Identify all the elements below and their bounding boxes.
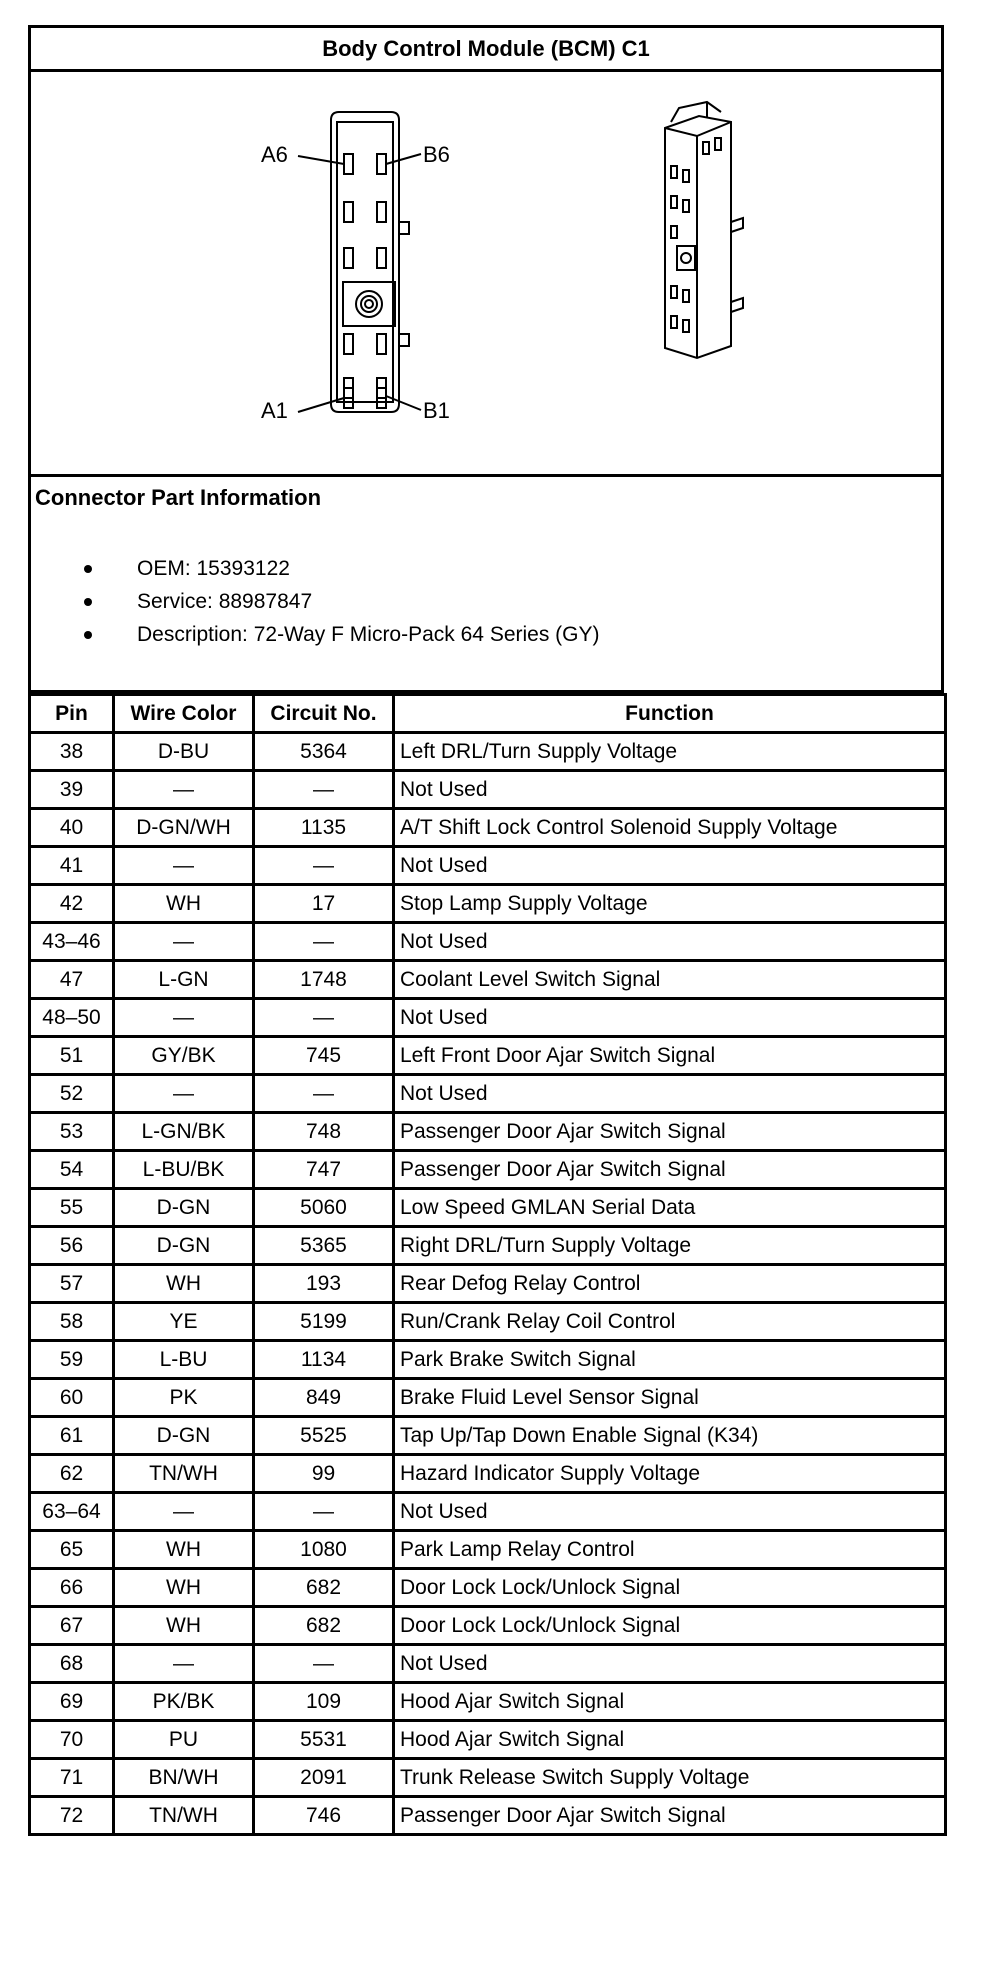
- cavity-a3: [344, 334, 353, 354]
- pin-cell: 68: [30, 1645, 114, 1683]
- pin-cell: 38: [30, 733, 114, 771]
- pin-cell: 39: [30, 771, 114, 809]
- info-item-service: [31, 585, 600, 618]
- info-item-text: Description: 72-Way F Micro-Pack 64 Series (GY): [137, 623, 600, 646]
- table-row: [30, 1417, 946, 1455]
- function-cell: Run/Crank Relay Coil Control: [394, 1303, 946, 1341]
- function-cell: Low Speed GMLAN Serial Data: [394, 1189, 946, 1227]
- circuit-no-cell: 5365: [254, 1227, 394, 1265]
- circuit-no-cell: —: [254, 1645, 394, 1683]
- wire-color-cell: TN/WH: [114, 1797, 254, 1835]
- function-cell: Not Used: [394, 771, 946, 809]
- connector-face-outline: [331, 112, 399, 412]
- table-row: [30, 1797, 946, 1835]
- connector-part-info: [31, 477, 941, 693]
- function-cell: Right DRL/Turn Supply Voltage: [394, 1227, 946, 1265]
- table-row: [30, 1303, 946, 1341]
- pin-cell: 53: [30, 1113, 114, 1151]
- bullet-icon: [84, 565, 92, 573]
- table-row: [30, 1721, 946, 1759]
- pin-cell: 48–50: [30, 999, 114, 1037]
- connector-isometric-view: [665, 102, 743, 358]
- function-cell: Trunk Release Switch Supply Voltage: [394, 1759, 946, 1797]
- pin-cell: 58: [30, 1303, 114, 1341]
- table-row: [30, 1683, 946, 1721]
- table-row: [30, 771, 946, 809]
- wire-color-cell: WH: [114, 1531, 254, 1569]
- function-cell: Not Used: [394, 1645, 946, 1683]
- function-cell: Left DRL/Turn Supply Voltage: [394, 733, 946, 771]
- table-row: [30, 999, 946, 1037]
- table-row: [30, 1189, 946, 1227]
- header-circuit-no: Circuit No.: [254, 695, 394, 733]
- wire-color-cell: —: [114, 847, 254, 885]
- wire-color-cell: WH: [114, 1607, 254, 1645]
- connector-document: [28, 25, 944, 1836]
- info-item-description: [31, 618, 600, 651]
- cavity-a5: [344, 202, 353, 222]
- table-row: [30, 1569, 946, 1607]
- bullet-icon: [84, 598, 92, 606]
- circuit-no-cell: 5060: [254, 1189, 394, 1227]
- pin-cell: 62: [30, 1455, 114, 1493]
- document-title: Body Control Module (BCM) C1: [31, 28, 941, 72]
- pin-cell: 70: [30, 1721, 114, 1759]
- circuit-no-cell: 99: [254, 1455, 394, 1493]
- connector-latch-lower: [399, 334, 409, 346]
- info-item-text: OEM: 15393122: [137, 557, 290, 580]
- table-row: [30, 1113, 946, 1151]
- table-row: [30, 1455, 946, 1493]
- function-cell: Tap Up/Tap Down Enable Signal (K34): [394, 1417, 946, 1455]
- wire-color-cell: D-BU: [114, 733, 254, 771]
- connector-part-info-heading: Connector Part Information: [35, 485, 322, 510]
- table-row: [30, 1265, 946, 1303]
- function-cell: Passenger Door Ajar Switch Signal: [394, 1151, 946, 1189]
- pin-cell: 72: [30, 1797, 114, 1835]
- table-row: [30, 1531, 946, 1569]
- function-cell: Passenger Door Ajar Switch Signal: [394, 1797, 946, 1835]
- pin-cell: 40: [30, 809, 114, 847]
- pin-label-b6: B6: [423, 142, 450, 167]
- leader-b6: [386, 154, 421, 164]
- function-cell: Not Used: [394, 923, 946, 961]
- document-frame: [28, 25, 944, 693]
- function-cell: Not Used: [394, 1075, 946, 1113]
- pin-cell: 42: [30, 885, 114, 923]
- table-row: [30, 885, 946, 923]
- cavity-a4: [344, 248, 353, 268]
- wire-color-cell: GY/BK: [114, 1037, 254, 1075]
- circuit-no-cell: 1748: [254, 961, 394, 999]
- pin-table-body: [30, 733, 946, 1835]
- header-wire-color: Wire Color: [114, 695, 254, 733]
- circuit-no-cell: —: [254, 1493, 394, 1531]
- pin-cell: 47: [30, 961, 114, 999]
- pin-cell: 51: [30, 1037, 114, 1075]
- function-cell: Brake Fluid Level Sensor Signal: [394, 1379, 946, 1417]
- wire-color-cell: —: [114, 923, 254, 961]
- function-cell: Not Used: [394, 847, 946, 885]
- table-row: [30, 1645, 946, 1683]
- circuit-no-cell: 1134: [254, 1341, 394, 1379]
- circuit-no-cell: —: [254, 1075, 394, 1113]
- wire-color-cell: PU: [114, 1721, 254, 1759]
- wire-color-cell: WH: [114, 1265, 254, 1303]
- cavity-b5: [377, 202, 386, 222]
- table-row: [30, 1759, 946, 1797]
- connector-diagram-panel: [31, 72, 941, 477]
- wire-color-cell: D-GN: [114, 1189, 254, 1227]
- pin-cell: 66: [30, 1569, 114, 1607]
- function-cell: Park Lamp Relay Control: [394, 1531, 946, 1569]
- circuit-no-cell: 1080: [254, 1531, 394, 1569]
- wire-color-cell: WH: [114, 885, 254, 923]
- header-function: Function: [394, 695, 946, 733]
- table-row: [30, 923, 946, 961]
- pin-table-header: [30, 695, 946, 733]
- circuit-no-cell: 745: [254, 1037, 394, 1075]
- cavity-b4: [377, 248, 386, 268]
- wire-color-cell: BN/WH: [114, 1759, 254, 1797]
- circuit-no-cell: 849: [254, 1379, 394, 1417]
- pin-cell: 41: [30, 847, 114, 885]
- wire-color-cell: WH: [114, 1569, 254, 1607]
- table-row: [30, 733, 946, 771]
- pin-cell: 61: [30, 1417, 114, 1455]
- pin-cell: 59: [30, 1341, 114, 1379]
- table-row: [30, 1341, 946, 1379]
- function-cell: Hood Ajar Switch Signal: [394, 1721, 946, 1759]
- circuit-no-cell: —: [254, 999, 394, 1037]
- wire-color-cell: —: [114, 999, 254, 1037]
- table-row: [30, 961, 946, 999]
- wire-color-cell: —: [114, 1493, 254, 1531]
- function-cell: Door Lock Lock/Unlock Signal: [394, 1607, 946, 1645]
- table-row: [30, 1037, 946, 1075]
- function-cell: Not Used: [394, 999, 946, 1037]
- table-row: [30, 809, 946, 847]
- circuit-no-cell: 109: [254, 1683, 394, 1721]
- connector-bolt-outer: [356, 291, 382, 317]
- wire-color-cell: L-GN/BK: [114, 1113, 254, 1151]
- function-cell: Not Used: [394, 1493, 946, 1531]
- function-cell: A/T Shift Lock Control Solenoid Supply Voltage: [394, 809, 946, 847]
- circuit-no-cell: 682: [254, 1607, 394, 1645]
- connector-part-info-list: [31, 552, 600, 651]
- pin-cell: 52: [30, 1075, 114, 1113]
- wire-color-cell: L-GN: [114, 961, 254, 999]
- circuit-no-cell: 2091: [254, 1759, 394, 1797]
- function-cell: Left Front Door Ajar Switch Signal: [394, 1037, 946, 1075]
- circuit-no-cell: 682: [254, 1569, 394, 1607]
- circuit-no-cell: 5525: [254, 1417, 394, 1455]
- circuit-no-cell: 5364: [254, 733, 394, 771]
- table-row: [30, 1607, 946, 1645]
- connector-latch-upper: [399, 222, 409, 234]
- table-row: [30, 847, 946, 885]
- pin-cell: 55: [30, 1189, 114, 1227]
- info-item-oem: [31, 552, 600, 585]
- circuit-no-cell: 1135: [254, 809, 394, 847]
- header-pin: Pin: [30, 695, 114, 733]
- pin-cell: 71: [30, 1759, 114, 1797]
- pin-cell: 43–46: [30, 923, 114, 961]
- function-cell: Hood Ajar Switch Signal: [394, 1683, 946, 1721]
- cavity-b3: [377, 334, 386, 354]
- pin-cell: 65: [30, 1531, 114, 1569]
- pin-cell: 63–64: [30, 1493, 114, 1531]
- pin-cell: 69: [30, 1683, 114, 1721]
- circuit-no-cell: 746: [254, 1797, 394, 1835]
- function-cell: Hazard Indicator Supply Voltage: [394, 1455, 946, 1493]
- circuit-no-cell: 747: [254, 1151, 394, 1189]
- cavity-b6: [377, 154, 386, 174]
- wire-color-cell: —: [114, 771, 254, 809]
- pin-label-a6: A6: [261, 142, 288, 167]
- table-row: [30, 1379, 946, 1417]
- wire-color-cell: L-BU: [114, 1341, 254, 1379]
- function-cell: Rear Defog Relay Control: [394, 1265, 946, 1303]
- function-cell: Passenger Door Ajar Switch Signal: [394, 1113, 946, 1151]
- pin-cell: 54: [30, 1151, 114, 1189]
- wire-color-cell: PK: [114, 1379, 254, 1417]
- function-cell: Stop Lamp Supply Voltage: [394, 885, 946, 923]
- table-row: [30, 1227, 946, 1265]
- wire-color-cell: PK/BK: [114, 1683, 254, 1721]
- connector-center-boss: [343, 282, 395, 326]
- wire-color-cell: L-BU/BK: [114, 1151, 254, 1189]
- pin-label-b1: B1: [423, 398, 450, 423]
- bullet-icon: [84, 631, 92, 639]
- wire-color-cell: D-GN/WH: [114, 809, 254, 847]
- connector-face-inner: [337, 122, 393, 402]
- table-row: [30, 1151, 946, 1189]
- pin-table: [28, 693, 947, 1836]
- wire-color-cell: D-GN: [114, 1227, 254, 1265]
- pin-cell: 67: [30, 1607, 114, 1645]
- wire-color-cell: D-GN: [114, 1417, 254, 1455]
- pin-cell: 57: [30, 1265, 114, 1303]
- pin-cell: 60: [30, 1379, 114, 1417]
- circuit-no-cell: 17: [254, 885, 394, 923]
- connector-bolt-core: [365, 300, 373, 308]
- function-cell: Door Lock Lock/Unlock Signal: [394, 1569, 946, 1607]
- wire-color-cell: TN/WH: [114, 1455, 254, 1493]
- connector-diagram: [31, 72, 941, 474]
- info-item-text: Service: 88987847: [137, 590, 313, 613]
- circuit-no-cell: 193: [254, 1265, 394, 1303]
- circuit-no-cell: 5199: [254, 1303, 394, 1341]
- leader-a1: [298, 398, 344, 412]
- table-row: [30, 1075, 946, 1113]
- pin-cell: 56: [30, 1227, 114, 1265]
- circuit-no-cell: 748: [254, 1113, 394, 1151]
- circuit-no-cell: —: [254, 847, 394, 885]
- connector-bolt-inner: [361, 296, 377, 312]
- table-row: [30, 1493, 946, 1531]
- circuit-no-cell: —: [254, 923, 394, 961]
- wire-color-cell: —: [114, 1645, 254, 1683]
- circuit-no-cell: 5531: [254, 1721, 394, 1759]
- circuit-no-cell: —: [254, 771, 394, 809]
- wire-color-cell: YE: [114, 1303, 254, 1341]
- function-cell: Coolant Level Switch Signal: [394, 961, 946, 999]
- pin-label-a1: A1: [261, 398, 288, 423]
- wire-color-cell: —: [114, 1075, 254, 1113]
- function-cell: Park Brake Switch Signal: [394, 1341, 946, 1379]
- cavity-a6: [344, 154, 353, 174]
